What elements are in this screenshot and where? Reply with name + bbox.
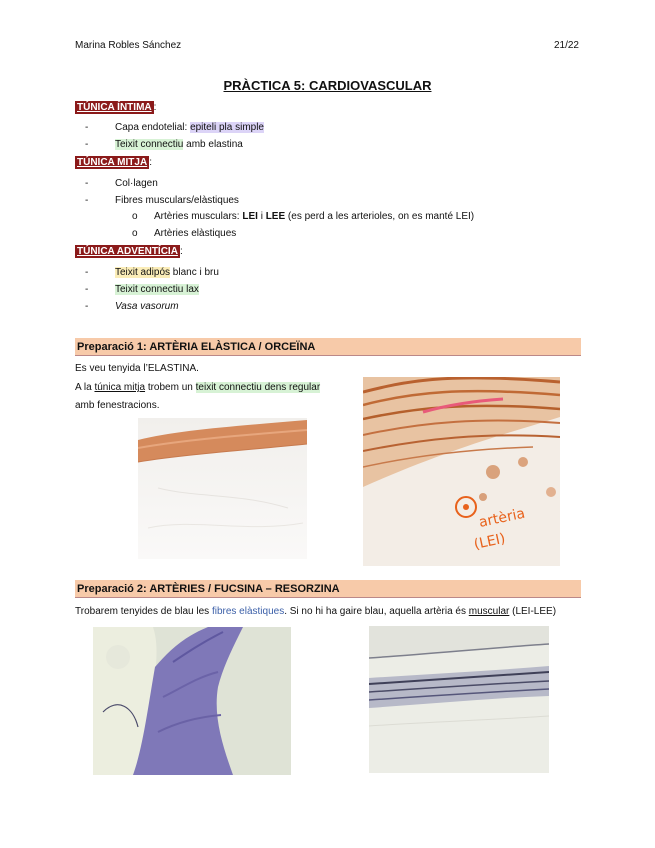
section-mitja: TÚNICA MITJA : [77,157,152,168]
list-item: - Teixit connectiu lax [85,284,199,295]
section-adventicia: TÚNICA ADVENTÍCIA : [77,246,183,257]
page-title: PRÀCTICA 5: CARDIOVASCULAR [223,78,432,93]
micrograph-fucsina-2 [369,626,549,773]
list-item: - Teixit connectiu amb elastina [85,139,243,150]
prep1-heading: Preparació 1: ARTÈRIA ELÀSTICA / ORCEÏNA [75,338,581,356]
section-heading: TÚNICA MITJA [77,157,148,168]
micrograph-fucsina-1 [93,627,291,775]
list-item: - Teixit adipós blanc i bru [85,267,219,278]
prep2-text: Trobarem tenyides de blau les fibres elàstiques. Si no hi ha gaire blau, aquella artèria és muscular (LEI-LEE) [75,606,557,617]
section-heading: TÚNICA ADVENTÍCIA [77,246,178,257]
prep1-text-3: amb fenestracions. [75,400,160,411]
list-item: - Col·lagen [85,178,158,189]
prep1-text-2: A la túnica mitja trobem un teixit connectiu dens regular [75,382,321,393]
list-item: - Fibres musculars/elàstiques [85,195,239,206]
list-item: - Capa endotelial: epiteli pla simple [85,122,264,133]
micrograph-orcein-1 [138,418,307,559]
sub-list-item: o Artèries musculars: LEI i LEE (es perd a les arterioles, on es manté LEI) [132,211,475,222]
section-intima: TÚNICA ÍNTIMA : [77,102,157,113]
section-heading: TÚNICA ÍNTIMA [77,102,152,113]
list-item: - Vasa vasorum [85,301,179,312]
prep1-text-1: Es veu tenyida l’ELASTINA. [75,363,199,374]
svg-text:(LEI): (LEI) [472,530,507,553]
micrograph-orcein-2 [363,377,560,566]
svg-text:artèria: artèria [477,505,527,531]
prep2-heading: Preparació 2: ARTÈRIES / FUCSINA – RESORZINA [75,580,581,598]
sub-list-item: o Artèries elàstiques [132,228,237,239]
author-name: Marina Robles Sánchez [75,40,182,51]
page-number: 21/22 [553,40,579,51]
